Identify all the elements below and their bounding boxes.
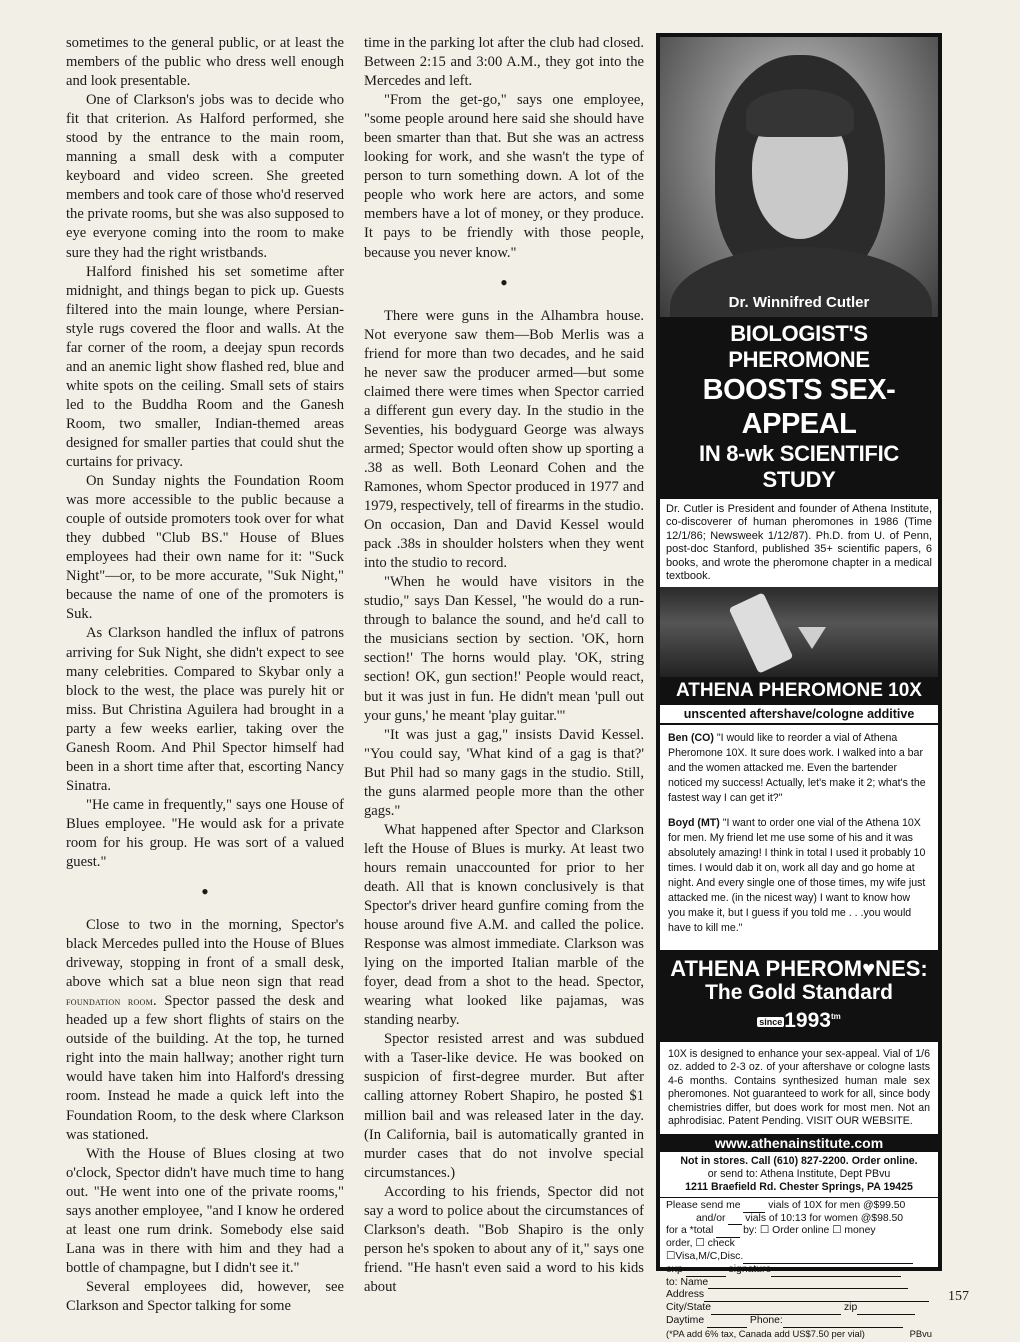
article-paragraph: There were guns in the Alhambra house. Not everyone saw them—Bob Merlis was a friend for more than two decades, and he said he never saw the producer armed—but some claimed there were times when Spector carried a different gun every day. In the studio in the Seventies, his bodyguard George was always armed; Spector would often show up sporting a .38 as well. Both Leonard Cohen and the Ramones, whom Spector produced in 1977 and 1979, respectively, tell of firearms in the studio. On occasion, Dan and David Kessel would pack .38s in shoulder holsters when they went into the studio to record.	[364, 307, 644, 572]
article-paragraph: "From the get-go," says one employee, "some people around here said she should have been smarter than that. But she was an actress looking for work, and she wasn't the type of person to turn something down. A lot of the people who work here are actors, and some members have a lot of money, or they produce. It pays to be friendly with those people, because you never know."	[364, 92, 644, 261]
testimonial: Ben (CO) "I would like to reorder a vial of Athena Pheromone 10X. It sure does work. I walked into a bar and the women attacked me. Even the bartender noticed my success! Actually, let's make it 2; what's the fastest way I can get it?"	[668, 732, 926, 805]
article-paragraph: According to his friends, Spector did not say a word to police about the circumstances of Clarkson's death. "Bob Shapiro is the only person he's spoken to about any of it," says one friend. "He hasn't even said a word to his kids about	[364, 1183, 644, 1295]
article-column-1	[66, 34, 344, 1316]
article-paragraph: "He came in frequently," says one House of Blues employee. "He would ask for a private room for his group. He was sort of a valued guest."	[66, 796, 344, 871]
section-break: •	[201, 879, 209, 905]
ad-headline: BIOLOGIST'S PHEROMONE BOOSTS SEX-APPEAL IN 8-wk SCIENTIFIC STUDY	[660, 317, 938, 499]
vial-photo	[660, 587, 938, 677]
article-paragraph: With the House of Blues closing at two o'clock, Spector didn't have much time to hang out. "He went into one of the private rooms," says another employee, "and I know he ordered at least one rum drink. Somebody else said Lana was in there with him and they had a bottle of champagne, but I didn't see it."	[66, 1145, 344, 1276]
article-paragraph: Close to two in the morning, Spector's black Mercedes pulled into the House of Blues driveway, stopping in front of a small desk, above which sat a blue neon sign that read foundation room. Spector passed the desk and headed up a few short flights of stairs on the outside of the building. At the top, he turned right into the main hallway; another right turn would have taken him into Halford's dressing room. Instead he made a quick left into the Foundation Room, to the desk where Clarkson was stationed.	[66, 917, 344, 1143]
section-break: •	[500, 269, 508, 295]
product-subtitle: unscented aftershave/cologne additive	[660, 705, 938, 725]
article-paragraph: time in the parking lot after the club had closed. Between 2:15 and 3:00 A.M., they got into the Mercedes and left.	[364, 35, 644, 90]
article-paragraph: Spector resisted arrest and was subdued with a Taser-like device. He was booked on suspicion of first-degree murder. But after calling attorney Robert Shapiro, he posted $1 million bail and was released later in the day. (In California, bail is automatically granted in murder cases that do not involve special circumstances.)	[364, 1031, 644, 1181]
article-paragraph: On Sunday nights the Foundation Room was more accessible to the public because a couple of outside promoters took over for what they dubbed "Club BS." House of Blues employees had their own name for it: "Suck Night"—or, to be more accurate, "Suk Night," because the name of one of the promoters is Suk.	[66, 473, 344, 623]
website-link[interactable]: www.athenainstitute.com	[660, 1134, 938, 1152]
gold-standard-banner: ATHENA PHEROM♥NES: The Gold Standard $since1993^{tm}$	[660, 950, 938, 1041]
photo-caption: Dr. Winnifred Cutler	[728, 294, 870, 311]
article-column-2	[364, 34, 644, 1297]
testimonials	[660, 725, 938, 950]
article-paragraph: What happened after Spector and Clarkson left the House of Blues is murky. At least two hours remain unaccounted for prior to her death. All that is known conclusively is that Spector's driver heard gunfire coming from the house around five A.M. and called the police. Response was almost immediate. Clarkson was lying on the imported Italian marble of the foyer, dead from a shot to the head. Spector, wearing what looked like pajamas, was standing nearby.	[364, 821, 644, 1029]
article-paragraph: As Clarkson handled the influx of patrons arriving for Suk Night, she didn't expect to see many celebrities. Compared to Skybar only a block to the west, the place was purely hit or miss. But Christina Aguilera had brought in a party a few weeks earlier, taking over the Ganesh Room. And Phil Spector himself had been in a short time after that, escorting Nancy Sinatra.	[66, 625, 344, 794]
ad-bio: Dr. Cutler is President and founder of Athena Institute, co-discoverer of human pheromones in 1986 (Time 12/1/86; Newsweek 1/12/87). Ph.D. from U. of Penn, post-doc Stanford, published 35+ scientific papers, 6 books, and wrote the pheromone chapter in a medical textbook.	[666, 503, 932, 583]
article-paragraph: "When he would have visitors in the studio," says Dan Kessel, "he would do a run-through to balance the sound, and he'd call to the musicians section by section. 'OK, horn section!' The horns would play. 'OK, string section! OK, gun section!' People would react, but it was just in fun. He didn't mean 'pull out your guns,' he meant 'play guitar.'"	[364, 574, 644, 724]
article-paragraph: "It was just a gag," insists David Kessel. "You could say, 'What kind of a gag is that?' But Phil had so many gags in the studio. Still, the guns alarmed people more than the other gags."	[364, 726, 644, 819]
order-form: Please send me vials of 10X for men @$99.50 and/or vials of 10:13 for women @$98.50 for a *total by: ☐ Order online ☐ money order, ☐ check ☐Visa,M/C,Disc. exp signature to: Name Address City/State zip Daytime Phone: (*PA add 6% tax, Canada add US$7.50 per vial) PBvu	[666, 1199, 932, 1339]
contact-info: Not in stores. Call (610) 827-2200. Order online. or send to: Athena Institute, Dept PBvu 1211 Braefield Rd. Chester Springs, PA 19425	[660, 1152, 938, 1197]
article-paragraph: sometimes to the general public, or at least the members of the public who dress well enough and look presentable.	[66, 35, 344, 90]
article-paragraph: Several employees did, however, see Clarkson and Spector talking for some	[66, 1278, 344, 1314]
advertisement	[656, 33, 942, 1339]
page-number: 157	[948, 1289, 969, 1304]
product-name: ATHENA PHEROMONE 10X	[660, 677, 938, 705]
product-description: 10X is designed to enhance your sex-appeal. Vial of 1/6 oz. added to 2-3 oz. of your aftershave or cologne lasts 4-6 months. Contains synthesized human male sex pheromones. Not guaranteed to work for all, since body chemistries differ, but does work for most men. Not an aphrodisiac. Patent Pending. VISIT OUR WEBSITE.	[668, 1047, 930, 1127]
testimonial: Boyd (MT) "I want to order one vial of the Athena 10X for men. My friend let me use some of his and it was absolutely amazing! I think in total I used it probably 10 times. I would dab it on, work all day and go home at night. And every single one of those times, my wife just attacked me. (in the nicest way) I want to know how you make it, but I guess if you told me . . .you would have to kill me."	[668, 817, 926, 935]
article-paragraph: Halford finished his set sometime after midnight, and things began to pick up. Guests filtered into the main lounge, where Persian-style rugs covered the floor and walls. At the far corner of the room, a deejay spun records and an anemic light show flashed red, blue and white spots on the ceiling. Small sets of stairs led to the Buddha Room and the Ganesh Room, two smaller, Indian-themed areas designed for smaller parties that could shut the curtains for privacy.	[66, 263, 344, 471]
doctor-photo	[660, 37, 938, 317]
article-paragraph: One of Clarkson's jobs was to decide who fit that criterion. As Halford performed, she stood by the entrance to the main room, manning a small desk with a computer keyboard and video screen. She greeted members and took care of those who'd reserved the private rooms, but she was also supposed to eye everyone coming into the room to make sure they had the right wristbands.	[66, 92, 344, 261]
